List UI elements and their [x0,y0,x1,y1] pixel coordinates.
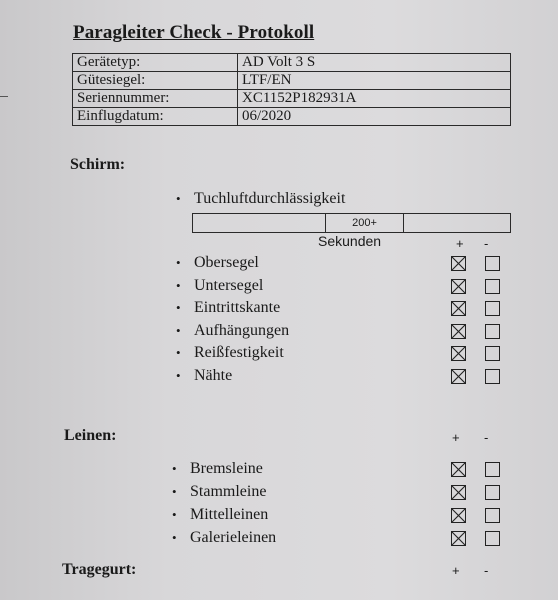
info-value: XC1152P182931A [238,90,511,108]
bullet-icon: • [172,461,177,476]
section-heading-leinen: Leinen: [64,427,117,444]
table-cell [404,214,510,232]
info-value: LTF/EN [238,72,511,90]
minus-checkbox[interactable] [485,485,500,500]
list-item [172,504,268,526]
minus-checkbox[interactable] [485,324,500,339]
luft-unit-label: Sekunden [318,233,382,249]
minus-checkbox[interactable] [485,508,500,523]
checked-x-icon [452,280,465,293]
bullet-icon: • [176,368,181,383]
plus-column-header: + [452,430,460,445]
plus-checkbox[interactable] [451,279,466,294]
list-item [176,275,263,297]
info-label: Gütesiegel: [73,72,238,90]
minus-checkbox[interactable] [485,346,500,361]
minus-checkbox[interactable] [485,531,500,546]
plus-checkbox[interactable] [451,462,466,477]
plus-checkbox[interactable] [451,301,466,316]
minus-checkbox[interactable] [485,301,500,316]
plus-checkbox[interactable] [451,324,466,339]
plus-checkbox[interactable] [451,531,466,546]
table-cell [193,214,326,232]
checked-x-icon [452,325,465,338]
info-value: AD Volt 3 S [238,54,511,72]
minus-checkbox[interactable] [485,462,500,477]
minus-column-header: - [484,430,489,445]
minus-column-header: - [484,563,489,578]
item-label: Nähte [194,367,233,384]
item-label: Obersegel [194,254,259,271]
bullet-icon: • [172,507,177,522]
edge-mark [0,96,8,97]
list-item [176,320,289,342]
item-label: Mittelleinen [190,506,269,523]
bullet-icon: • [176,322,181,338]
plus-checkbox[interactable] [451,508,466,523]
section-heading-tragegurt: Tragegurt: [62,561,137,578]
checked-x-icon [452,347,465,360]
item-label: Aufhängungen [194,321,290,339]
bullet-icon: • [172,530,177,545]
checked-x-icon [452,532,465,545]
checked-x-icon [452,302,465,315]
plus-checkbox[interactable] [451,369,466,384]
plus-column-header: + [456,236,464,251]
list-item [176,297,280,319]
section-heading-schirm: Schirm: [70,156,126,173]
list-item-luftdurchlaessigkeit [176,188,345,210]
list-item [172,527,276,549]
checked-x-icon [452,509,465,522]
bullet-icon: • [172,484,177,499]
page-title: Paragleiter Check - Protokoll [73,22,315,43]
info-label: Gerätetyp: [73,54,238,72]
info-row [73,72,511,90]
info-value: 06/2020 [238,108,511,126]
item-label: Untersegel [194,276,264,294]
item-label: Reißfestigkeit [194,344,284,362]
list-item [176,342,284,364]
item-label: Eintrittskante [194,299,281,317]
minus-checkbox[interactable] [485,256,500,271]
checked-x-icon [452,370,465,383]
info-row [73,108,511,126]
bullet-icon: • [176,345,181,361]
plus-checkbox[interactable] [451,256,466,271]
minus-checkbox[interactable] [485,369,500,384]
checked-x-icon [452,257,465,270]
bullet-icon: • [176,191,181,206]
checked-x-icon [452,463,465,476]
info-label: Seriennummer: [73,90,238,108]
device-info-table [72,53,511,126]
item-label: Bremsleine [190,460,263,477]
plus-checkbox[interactable] [451,346,466,361]
list-item [176,252,259,274]
item-label: Tuchluftdurchlässigkeit [194,190,346,207]
bullet-icon: • [176,255,181,270]
item-label: Stammleine [190,483,267,500]
checked-x-icon [452,486,465,499]
luftdurchlaessigkeit-table [192,213,511,233]
item-label: Galerieleinen [190,529,277,546]
list-item [172,481,266,503]
info-row [73,90,511,108]
bullet-icon: • [176,300,181,316]
list-item [172,458,263,480]
luft-value: 200+ [326,214,404,232]
info-label: Einflugdatum: [73,108,238,126]
list-item [176,365,232,387]
minus-column-header: - [484,236,489,251]
bullet-icon: • [176,277,181,293]
plus-checkbox[interactable] [451,485,466,500]
info-row [73,54,511,72]
plus-column-header: + [452,563,460,578]
minus-checkbox[interactable] [485,279,500,294]
